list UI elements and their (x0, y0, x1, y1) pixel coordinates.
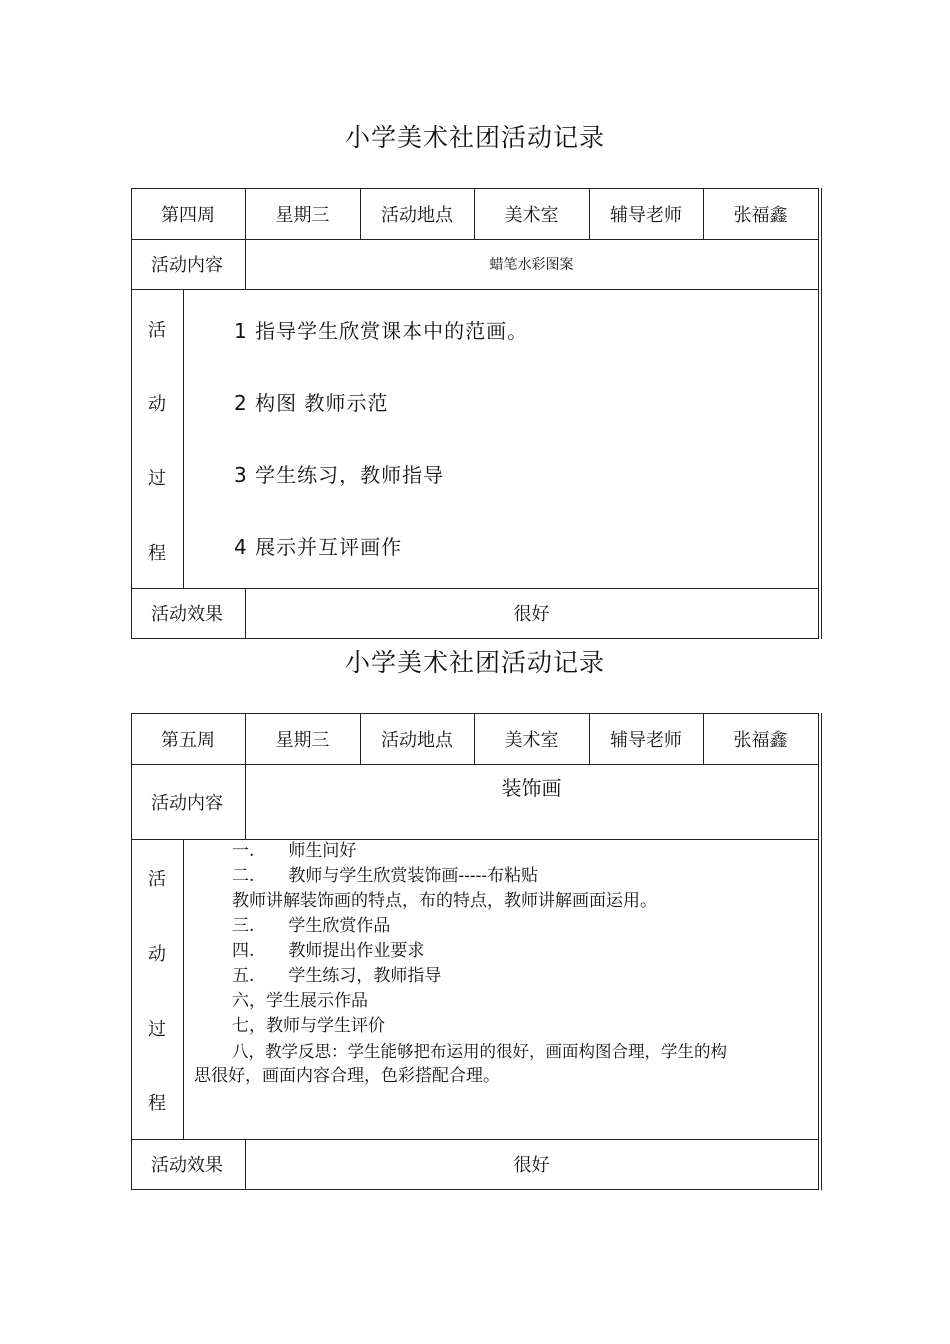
weekday-cell: 星期三 (275, 204, 330, 226)
process-label-char: 活 (148, 320, 166, 341)
teacher-label: 辅导老师 (610, 729, 682, 751)
process-label-char: 过 (148, 468, 166, 489)
process-label-char: 活 (148, 869, 166, 890)
process-line: 二. 教师与学生欣赏装饰画-----布粘贴 (232, 866, 539, 886)
process-label-char: 程 (148, 1093, 166, 1114)
process-step: 1 指导学生欣赏课本中的范画。 (234, 319, 529, 343)
teacher-label: 辅导老师 (610, 204, 682, 226)
process-line: 五. 学生练习，教师指导 (232, 966, 442, 986)
process-line: 四. 教师提出作业要求 (232, 941, 425, 961)
teacher-value: 张福鑫 (733, 729, 788, 751)
process-line: 思很好，画面内容合理，色彩搭配合理。 (194, 1066, 500, 1086)
record-title: 小学美术社团活动记录 (344, 123, 605, 152)
process-line: 教师讲解装饰画的特点，布的特点，教师讲解画面运用。 (232, 891, 657, 911)
activity-record-table (131, 713, 819, 1190)
process-step: 3 学生练习，教师指导 (234, 463, 445, 487)
content-label: 活动内容 (151, 792, 223, 814)
content-value: 装饰画 (501, 775, 562, 800)
process-label-char: 程 (148, 543, 166, 564)
process-line: 三. 学生欣赏作品 (232, 916, 391, 936)
week-cell: 第五周 (161, 729, 215, 751)
effect-value: 很好 (513, 1155, 550, 1176)
record-title: 小学美术社团活动记录 (344, 648, 605, 677)
process-line: 一. 师生问好 (232, 841, 357, 861)
effect-value: 很好 (513, 604, 550, 625)
effect-label: 活动效果 (151, 604, 223, 625)
process-line: 六，学生展示作品 (232, 991, 368, 1011)
effect-label: 活动效果 (151, 1155, 223, 1176)
process-label-char: 过 (148, 1019, 166, 1040)
location-value: 美术室 (504, 204, 559, 226)
location-label: 活动地点 (381, 204, 453, 226)
weekday-cell: 星期三 (275, 729, 330, 751)
process-label-char: 动 (148, 394, 166, 415)
location-label: 活动地点 (381, 729, 453, 751)
activity-record-table (131, 188, 819, 639)
process-step: 2 构图 教师示范 (234, 391, 389, 415)
process-step: 4 展示并互评画作 (234, 535, 403, 559)
content-label: 活动内容 (151, 255, 223, 276)
process-label-char: 动 (148, 944, 166, 965)
process-line: 八，教学反思：学生能够把布运用的很好，画面构图合理，学生的构 (232, 1042, 727, 1061)
process-line: 七，教师与学生评价 (232, 1016, 385, 1036)
location-value: 美术室 (504, 729, 559, 751)
content-value: 蜡笔水彩图案 (489, 257, 574, 273)
week-cell: 第四周 (161, 204, 215, 226)
teacher-value: 张福鑫 (733, 204, 788, 226)
